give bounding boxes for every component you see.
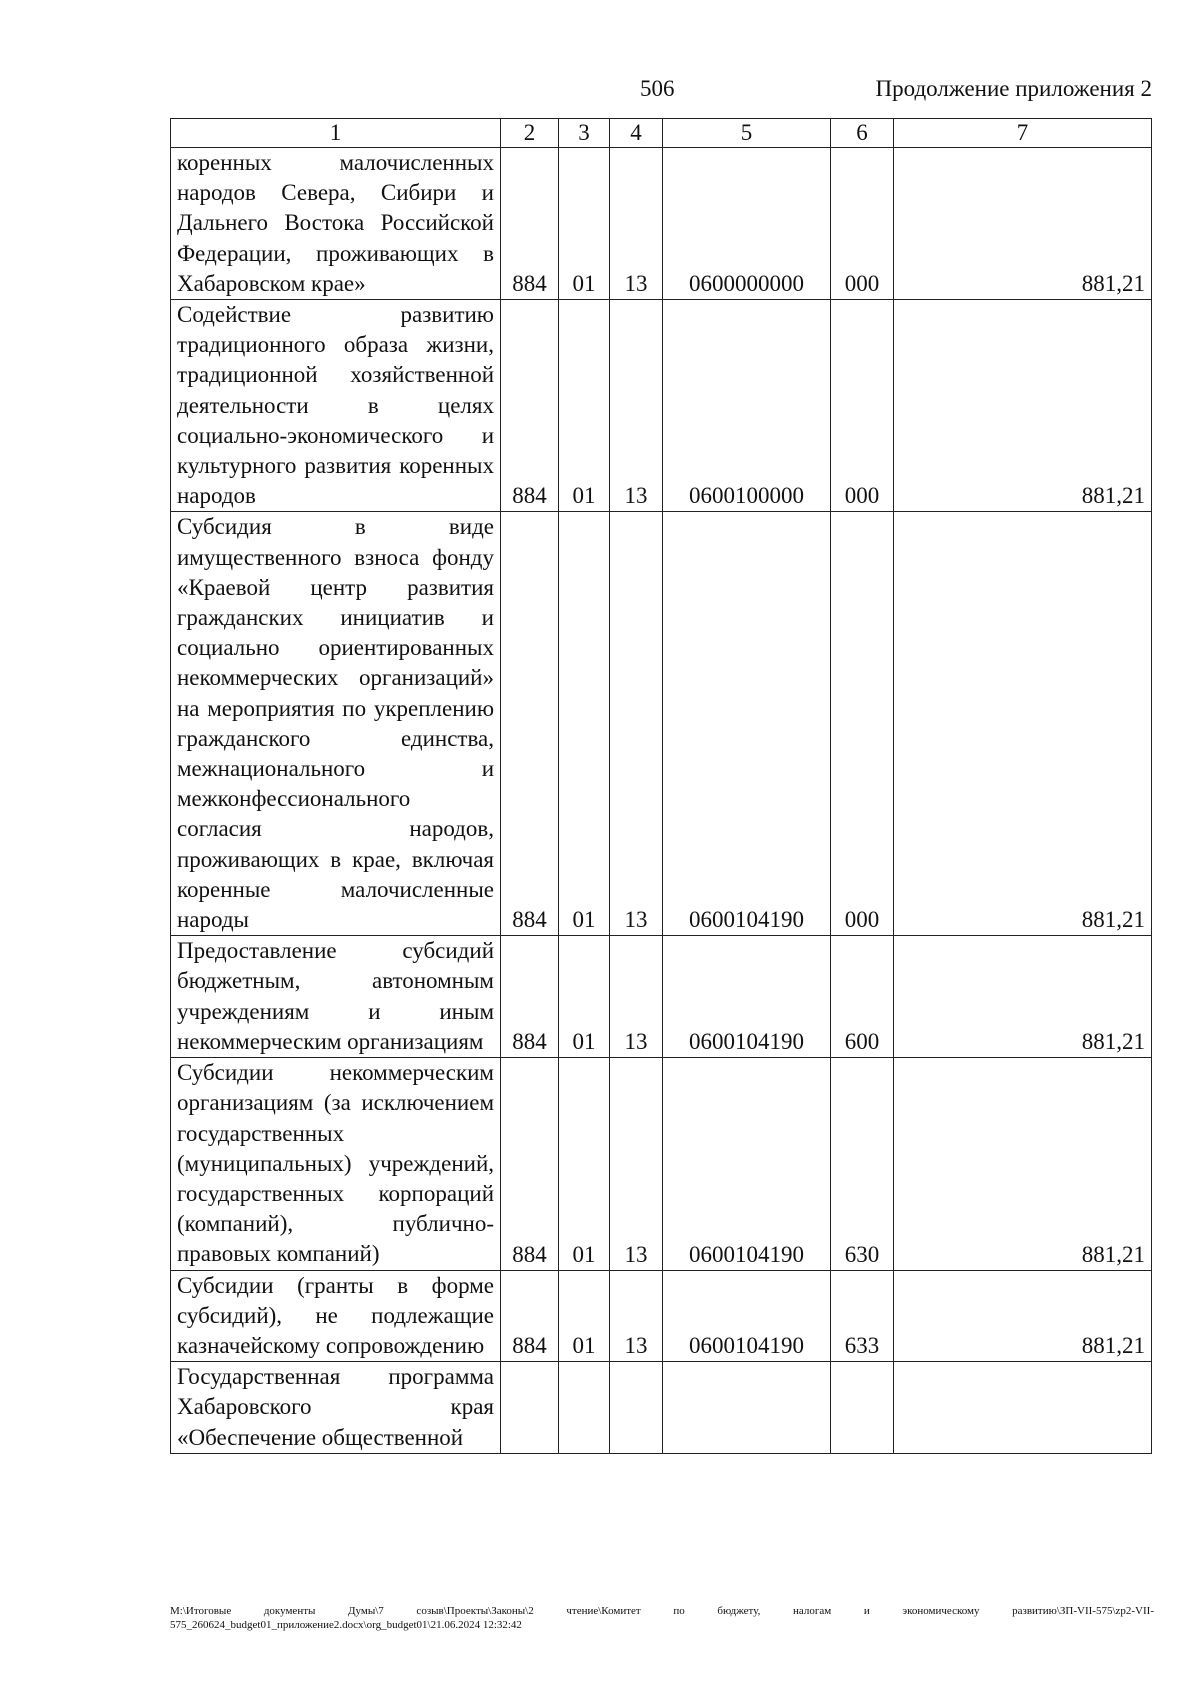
cell-section	[559, 1362, 610, 1454]
cell-target-code: 0600104190	[663, 936, 831, 1058]
column-header: 2	[501, 119, 559, 148]
cell-target-code: 0600000000	[663, 148, 831, 300]
column-header: 7	[894, 119, 1152, 148]
cell-subsection: 13	[610, 1270, 663, 1362]
row-name: Государственная программа Хабаровского края «Обеспечение общественной	[171, 1362, 501, 1454]
table-row	[171, 148, 1152, 300]
cell-subsection: 13	[610, 300, 663, 512]
cell-expense-type: 000	[831, 300, 894, 512]
cell-section: 01	[559, 512, 610, 936]
cell-amount: 881,21	[894, 512, 1152, 936]
column-header: 6	[831, 119, 894, 148]
cell-amount: 881,21	[894, 300, 1152, 512]
row-name: Субсидии некоммерческим организациям (за исключением государственных (муниципальных) учреждений, государственных корпораций (компаний), публично-правовых компаний)	[171, 1058, 501, 1270]
cell-ministry: 884	[501, 936, 559, 1058]
cell-subsection	[610, 1362, 663, 1454]
row-name: коренных малочисленных народов Севера, Сибири и Дальнего Востока Российской Федерации, проживающих в Хабаровском крае»	[171, 148, 501, 300]
cell-ministry: 884	[501, 512, 559, 936]
cell-expense-type: 630	[831, 1058, 894, 1270]
cell-amount: 881,21	[894, 1058, 1152, 1270]
cell-section: 01	[559, 936, 610, 1058]
cell-target-code: 0600104190	[663, 1270, 831, 1362]
column-header: 3	[559, 119, 610, 148]
cell-subsection: 13	[610, 512, 663, 936]
cell-target-code: 0600104190	[663, 512, 831, 936]
row-name: Субсидия в виде имущественного взноса фонду «Краевой центр развития гражданских инициатив и социально ориентированных некоммерческих организаций» на мероприятия по укреплению гражданского единства, межнационального и межконфессионального согласия народов, проживающих в крае, включая коренные малочисленные народы	[171, 512, 501, 936]
table-row	[171, 1058, 1152, 1270]
column-number-row	[171, 119, 1152, 148]
cell-target-code: 0600104190	[663, 1058, 831, 1270]
cell-subsection: 13	[610, 148, 663, 300]
cell-ministry: 884	[501, 1270, 559, 1362]
cell-ministry	[501, 1362, 559, 1454]
cell-amount: 881,21	[894, 148, 1152, 300]
file-path-footer: M:\Итоговые документы Думы\7 созыв\Проекты\Законы\2 чтение\Комитет по бюджету, налогам и экономическому развитию\ЗП-VII-575\zp2-VII-575_260624_budget01_приложение2.docx\org_budget01\21.06.2024 12:32:42	[170, 1605, 1154, 1631]
cell-expense-type	[831, 1362, 894, 1454]
cell-subsection: 13	[610, 1058, 663, 1270]
cell-amount	[894, 1362, 1152, 1454]
cell-section: 01	[559, 300, 610, 512]
cell-expense-type: 600	[831, 936, 894, 1058]
cell-ministry: 884	[501, 1058, 559, 1270]
column-header: 1	[171, 119, 501, 148]
cell-expense-type: 000	[831, 148, 894, 300]
table-row	[171, 936, 1152, 1058]
cell-expense-type: 633	[831, 1270, 894, 1362]
cell-section: 01	[559, 1058, 610, 1270]
cell-section: 01	[559, 148, 610, 300]
cell-expense-type: 000	[831, 512, 894, 936]
row-name: Субсидии (гранты в форме субсидий), не подлежащие казначейскому сопровождению	[171, 1270, 501, 1362]
cell-amount: 881,21	[894, 936, 1152, 1058]
table-row	[171, 1362, 1152, 1454]
continuation-label: Продолжение приложения 2	[875, 76, 1152, 101]
cell-target-code	[663, 1362, 831, 1454]
cell-subsection: 13	[610, 936, 663, 1058]
table-row	[171, 1270, 1152, 1362]
cell-target-code: 0600100000	[663, 300, 831, 512]
cell-amount: 881,21	[894, 1270, 1152, 1362]
cell-ministry: 884	[501, 148, 559, 300]
cell-section: 01	[559, 1270, 610, 1362]
row-name: Предоставление субсидий бюджетным, автономным учреждениям и иным некоммерческим организациям	[171, 936, 501, 1058]
budget-table	[170, 118, 1152, 1454]
table-row	[171, 512, 1152, 936]
row-name: Содействие развитию традиционного образа жизни, традиционной хозяйственной деятельности в целях социально-экономического и культурного развития коренных народов	[171, 300, 501, 512]
column-header: 5	[663, 119, 831, 148]
page-number: 506	[640, 76, 675, 101]
cell-ministry: 884	[501, 300, 559, 512]
column-header: 4	[610, 119, 663, 148]
table-row	[171, 300, 1152, 512]
